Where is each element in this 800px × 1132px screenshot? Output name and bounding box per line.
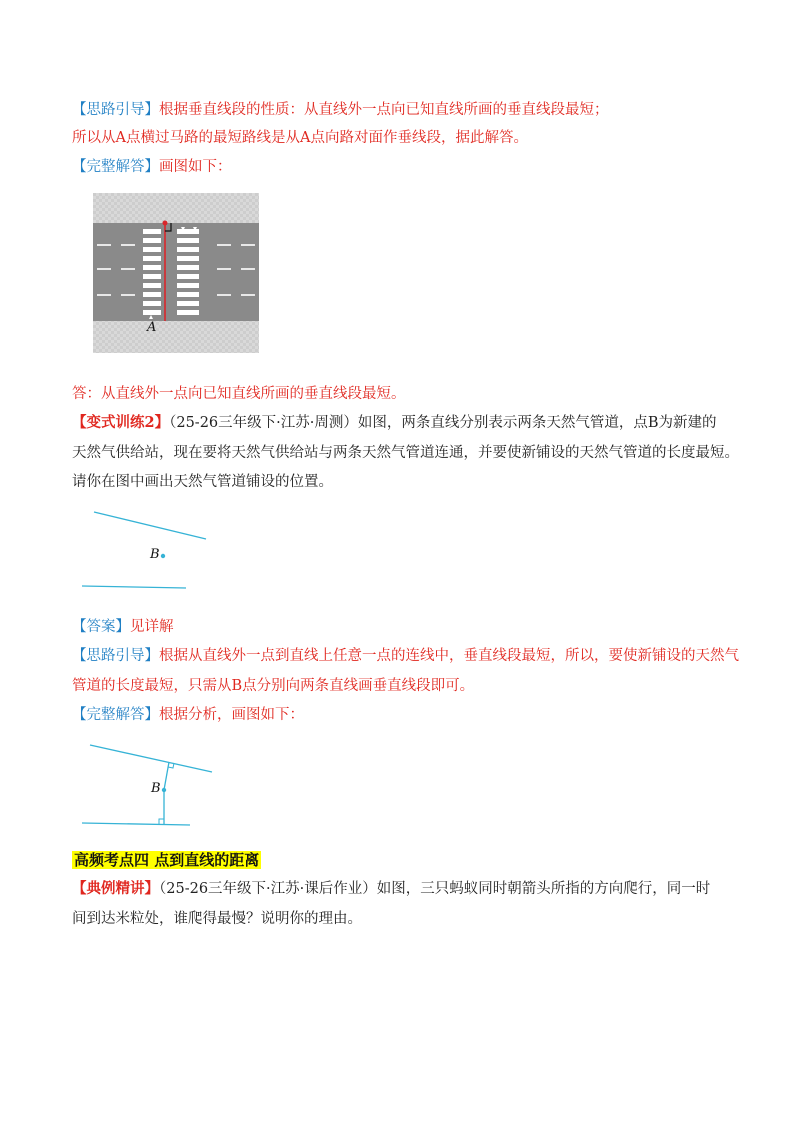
solution-2-tag: 【完整解答】 <box>72 707 159 723</box>
point-b-label: B <box>151 781 161 796</box>
solution-2-line <box>72 705 732 725</box>
sidewalk-bottom <box>93 321 259 353</box>
pipeline-figure <box>80 505 220 600</box>
perpendicular-to-upper <box>164 762 169 790</box>
foot-point <box>163 221 168 226</box>
answer-1: 答：从直线外一点向已知直线所画的垂直线段最短。 <box>72 386 406 402</box>
point-b <box>161 554 165 558</box>
solution-line <box>72 157 732 177</box>
guide-text-1: 根据垂直线段的性质：从直线外一点向已知直线所画的垂直线段最短； <box>159 102 609 118</box>
pipeline-solution-figure <box>82 738 222 833</box>
exercise-2-line-2: 天然气供给站，现在要将天然气供给站与两条天然气管道连通，并要使新铺设的天然气管道的长度最短。 <box>72 445 739 461</box>
pipeline-upper <box>90 745 212 772</box>
exercise-2-line-1 <box>72 413 732 433</box>
exercise-2-text-1: （25-26三年级下·江苏·周测）如图，两条直线分别表示两条天然气管道，点B为新建的 <box>169 415 717 431</box>
answer-2 <box>72 617 732 637</box>
point-b <box>162 788 166 792</box>
example-line-2: 间到达米粒处，谁爬得最慢？说明你的理由。 <box>72 911 362 927</box>
example-line-1 <box>72 879 732 899</box>
exercise-2-line-3: 请你在图中画出天然气管道铺设的位置。 <box>72 474 333 490</box>
pipeline-lower <box>82 586 186 588</box>
point-b-label: B <box>150 547 160 562</box>
pipeline-lower <box>82 823 190 825</box>
answer-2-text: 见详解 <box>130 619 174 635</box>
example-text-1: （25-26三年级下·江苏·课后作业）如图，三只蚂蚁同时朝箭头所指的方向爬行，同一时 <box>159 881 711 897</box>
solution-text: 画图如下： <box>159 159 232 175</box>
pipeline-upper <box>94 512 206 539</box>
section-4-title: 高频考点四 点到直线的距离 <box>74 851 260 869</box>
example-tag: 【典例精讲】 <box>72 880 159 897</box>
right-angle-mark-lower <box>159 819 164 824</box>
point-a-label: A <box>147 320 157 335</box>
guide-line-2: 所以从A点横过马路的最短路线是从A点向路对面作垂线段，据此解答。 <box>72 130 528 146</box>
guide-2-line-2: 管道的长度最短，只需从B点分别向两条直线画垂直线段即可。 <box>72 678 475 694</box>
guide-2-line-1 <box>72 646 739 666</box>
road <box>93 223 259 321</box>
sidewalk-top <box>93 193 259 223</box>
exercise-2-tag: 【变式训练2】 <box>72 414 170 431</box>
answer-2-tag: 【答案】 <box>72 619 130 635</box>
guide-line-1 <box>72 100 732 120</box>
solution-2-text: 根据分析，画图如下： <box>159 707 304 723</box>
section-4-heading <box>72 850 732 871</box>
solution-tag: 【完整解答】 <box>72 159 159 175</box>
guide-2-tag: 【思路引导】 <box>72 648 159 664</box>
guide-tag: 【思路引导】 <box>72 102 159 118</box>
crosswalk-figure <box>93 193 259 353</box>
guide-2-text-1: 根据从直线外一点到直线上任意一点的连线中，垂直线段最短，所以，要使新铺设的天然气 <box>159 648 739 664</box>
